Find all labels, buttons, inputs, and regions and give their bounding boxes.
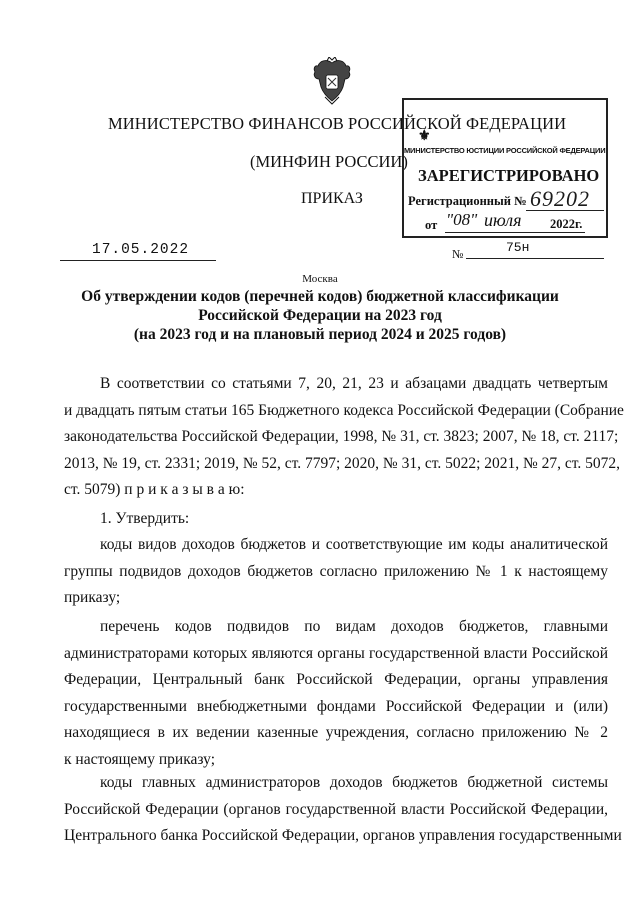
stamp-date-from: от xyxy=(425,218,438,232)
title-line: Российской Федерации на 2023 год xyxy=(198,307,442,324)
text-line: ст. 5079) п р и к а з ы в а ю: xyxy=(64,481,245,498)
order-date-underline xyxy=(60,260,216,261)
order-number-label: № xyxy=(452,247,464,261)
stamp-status: ЗАРЕГИСТРИРОВАНО xyxy=(418,166,600,185)
order-number: 75н xyxy=(506,240,530,255)
paragraph-approve xyxy=(64,506,608,533)
order-number-underline xyxy=(466,258,604,259)
paragraph-subtype-codes xyxy=(64,614,608,773)
text-line: и двадцать пятым статьи 165 Бюджетного кодекса Российской Федерации (Собрание xyxy=(64,401,624,419)
text-line: администраторами которых являются органы государственной власти Российской xyxy=(64,644,608,662)
ministry-name: МИНИСТЕРСТВО ФИНАНСОВ РОССИЙСКОЙ ФЕДЕРАЦИИ xyxy=(108,114,567,133)
text-line: коды видов доходов бюджетов и соответствующие им коды аналитической xyxy=(100,536,608,553)
text-line: группы подвидов доходов бюджетов согласно приложению № 1 к настоящему xyxy=(64,562,608,580)
text-line: государственными внебюджетными фондами Российской Федерации и (или) xyxy=(64,697,608,715)
title-line: Об утверждении кодов (перечней кодов) бюджетной классификации xyxy=(81,288,559,305)
document-type: ПРИКАЗ xyxy=(301,190,363,207)
text-line: 2013, № 19, ст. 2331; 2019, № 52, ст. 7797; 2020, № 31, ст. 5022; 2021, № 27, ст. 5072, xyxy=(64,454,621,472)
text-line: коды главных администраторов доходов бюджетов бюджетной системы xyxy=(100,774,608,791)
stamp-reg-underline xyxy=(526,210,604,211)
text-line: В соответствии со статьями 7, 20, 21, 23 и абзацами двадцать четвертым xyxy=(100,375,608,392)
document-title xyxy=(60,287,580,344)
text-line: Федерации, Центральный банк Российской Федерации, органы управления xyxy=(64,671,608,688)
stamp-date-year: 2022г. xyxy=(550,217,583,231)
text-line: Российской Федерации (органов государственной власти Российской Федерации, xyxy=(64,800,608,818)
text-line: к настоящему приказу; xyxy=(64,750,216,768)
text-line: приказу; xyxy=(64,589,121,606)
order-date: 17.05.2022 xyxy=(92,242,190,258)
title-line: (на 2023 год и на плановый период 2024 и 2025 годов) xyxy=(133,326,507,343)
stamp-reg-number: 69202 xyxy=(530,186,590,211)
text-line: находящиеся в их ведении казенные учреждения, согласно приложению № 2 xyxy=(64,724,608,741)
text-line: Центрального банка Российской Федерации, органов управления государственными xyxy=(64,827,622,844)
stamp-date-day: "08" xyxy=(446,210,478,229)
ministry-short-name: (МИНФИН РОССИИ) xyxy=(250,152,408,171)
paragraph-preamble xyxy=(64,371,624,504)
text-line: законодательства Российской Федерации, 1998, № 31, ст. 3823; 2007, № 18, ст. 2117; xyxy=(64,428,619,445)
text-line: 1. Утвердить: xyxy=(100,510,190,527)
state-emblem-icon xyxy=(311,57,353,105)
stamp-emblem-icon: ⚜ xyxy=(418,129,431,144)
stamp-date-month: июля xyxy=(484,210,522,230)
city: Москва xyxy=(302,273,338,285)
stamp-date-underline xyxy=(445,232,585,233)
paragraph-admin-codes xyxy=(64,770,622,850)
stamp-organization: МИНИСТЕРСТВО ЮСТИЦИИ РОССИЙСКОЙ ФЕДЕРАЦИИ xyxy=(404,146,606,155)
paragraph-income-codes xyxy=(64,532,608,612)
stamp-reg-label: Регистрационный № xyxy=(408,194,527,208)
text-line: перечень кодов подвидов по видам доходов бюджетов, главными xyxy=(100,618,608,635)
